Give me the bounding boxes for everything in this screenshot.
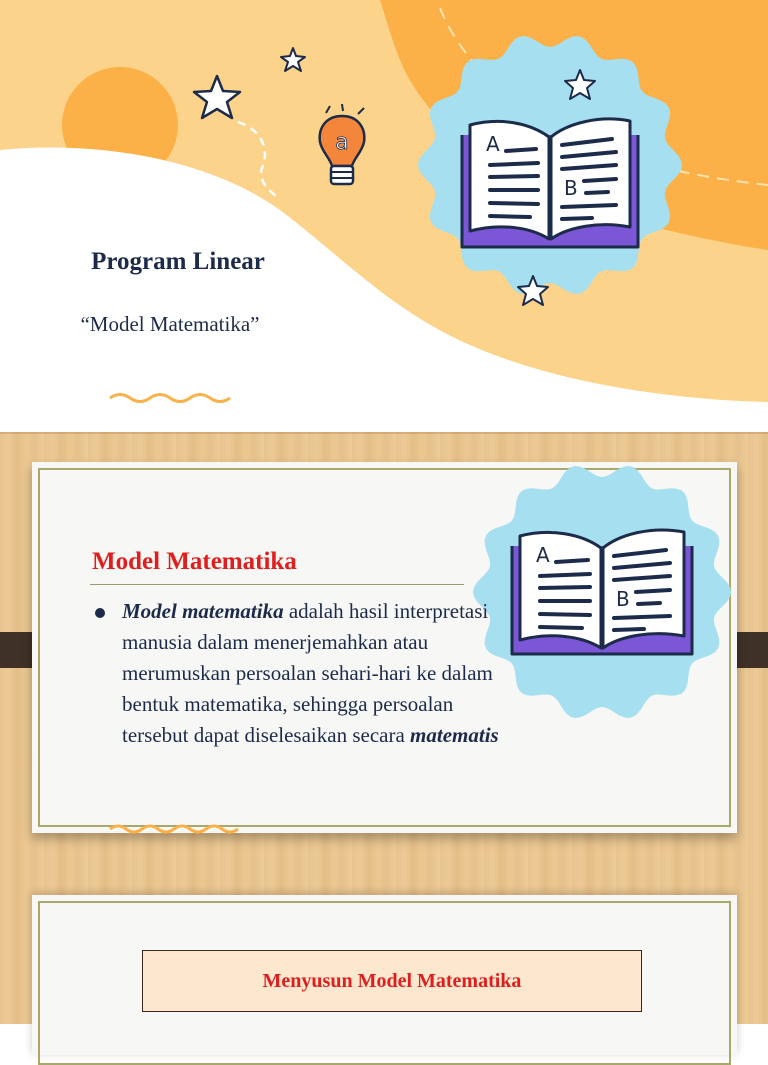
title-box <box>142 950 642 1012</box>
end-term: matematis <box>410 723 499 747</box>
title-slide-background <box>0 0 768 432</box>
definition-text <box>122 596 517 751</box>
open-book-icon <box>512 530 692 654</box>
lead-term: Model matematika <box>122 599 284 623</box>
section-heading: Model Matematika <box>92 548 297 575</box>
book-letter-b: B <box>564 176 578 200</box>
open-book-icon <box>462 119 638 247</box>
book-letter-a: A <box>486 132 500 156</box>
heading-underline <box>90 584 464 585</box>
process-slide <box>32 895 737 1055</box>
squiggle-decoration <box>108 822 248 836</box>
slide-title: Program Linear <box>91 248 265 275</box>
book-letter-a: A <box>536 543 550 567</box>
slide-subtitle: “Model Matematika” <box>80 312 260 336</box>
bullet-icon <box>95 608 105 618</box>
book-letter-b: B <box>616 587 630 611</box>
definition-body: adalah hasil interpretasi manusia dalam menerjemahkan atau merumuskan persoalan sehari-hari ke dalam bentuk matematika, sehingga persoalan tersebut dapat diselesaikan secara <box>122 599 493 747</box>
title-slide <box>0 0 768 432</box>
slide-divider <box>0 432 768 434</box>
definition-slide <box>32 462 737 833</box>
bulb-letter: a <box>335 130 349 155</box>
box-title: Menyusun Model Matematika <box>262 969 522 992</box>
